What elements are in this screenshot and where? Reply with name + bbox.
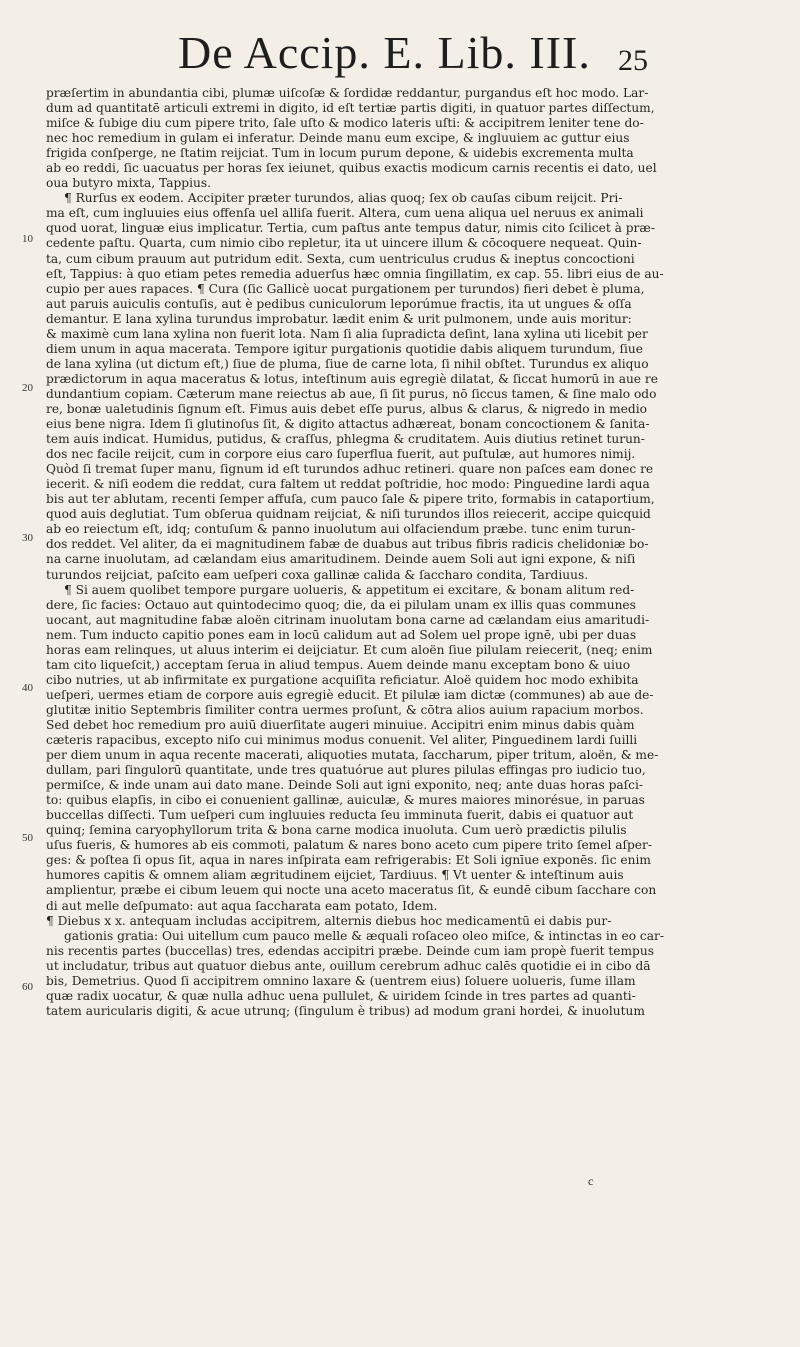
signature-mark: c: [588, 1174, 594, 1188]
text-line: di aut melle deſpumato: aut aqua ſaccharata eam potato, Idem.: [46, 898, 438, 913]
text-line: ges: & poſtea ſi opus ſit, aqua in nares inſpirata eam refrigerabis: Et Soli ignīue exponēs. ſic enim: [46, 853, 651, 868]
text-line: uocant, aut magnitudine fabæ aloën citrinam inuolutam bona carne ad cælandam eius amaritudi-: [46, 612, 650, 627]
text-line: dos reddet. Vel aliter, da ei magnitudinem fabæ de duabus aut tribus fibris radicis chelidoniæ bo-: [46, 537, 649, 552]
text-line: quæ radix uocatur, & quæ nulla adhuc uena pullulet, & uiridem ſcinde in tres partes ad quanti-: [46, 988, 636, 1003]
text-line: ¶ Si auem quolibet tempore purgare uolueris, & appetitum ei excitare, & bonam alitum red-: [64, 582, 635, 597]
text-line: buccellas diſſecti. Tum ueſperi cum ingluuies reducta ſeu imminuta fuerit, dabis ei quatuor aut: [46, 808, 634, 823]
text-line: dundantium copiam. Cæterum mane reiectus ab aue, ſi ſit purus, nō ſiccus tamen, & ſine malo odo: [46, 386, 657, 401]
margin-line-number: 30: [22, 532, 33, 544]
text-line: diem unum in aqua macerata. Tempore igitur purgationis quotidie dabis aliquem turundum, ſiue: [46, 341, 643, 356]
text-line: ut includatur, tribus aut quatuor diebus ante, ouillum cerebrum adhuc calēs quotidie ei in cibo dā: [46, 958, 651, 973]
text-line: quod uorat, linguæ eius implicatur. Tertia, cum paſtus ante tempus datur, nimis cito ſcilicet à præ-: [46, 221, 655, 236]
margin-line-number: 40: [22, 682, 33, 694]
page-header: [0, 26, 800, 86]
text-line: re, bonæ ualetudinis ſignum eſt. Fimus auis debet eſſe purus, albus & clarus, & nigredo in medio: [46, 401, 647, 416]
text-line: demantur. E lana xylina turundus improbatur. lædit enim & urit pulmonem, unde auis moritur:: [46, 311, 632, 326]
text-line: horas eam relinques, ut aluus interim ei deijciatur. Et cum aloën ſiue pilulam reiecerit, (neq; enim: [46, 642, 653, 657]
text-line: glutitæ initio Septembris ſimiliter contra uermes proſunt, & cōtra alios auium rapacium morbos.: [46, 702, 644, 717]
text-line: eius bene nigra. Idem ſi glutinoſus ſit, & digito attactus adhæreat, bonam concoctionem & ſanita-: [46, 417, 650, 432]
text-line: dere, ſic facies: Octauo aut quintodecimo quoq; die, da ei pilulam unam ex illis quas communes: [46, 597, 636, 612]
text-line: dos nec facile reijcit, cum in corpore eius caro ſuperflua fuerit, aut puſtulæ, aut humores nimij.: [46, 447, 636, 462]
text-line: præſertim in abundantia cibi, plumæ uiſcoſæ & ſordidæ reddantur, purgandus eſt hoc modo. Lar-: [46, 86, 649, 100]
text-line: ueſperi, uermes etiam de corpore auis egregiè educit. Et pilulæ iam dictæ (communes) ab aue de-: [46, 687, 654, 702]
margin-line-number: 50: [22, 832, 33, 844]
text-line: per diem unum in aqua recente macerati, aliquoties mutata, ſaccharum, piper tritum, aloën, & me-: [46, 748, 659, 763]
text-line: uſus fueris, & humores ab eis commoti, palatum & nares bono aceto cum pipere trito ſemel aſper-: [46, 838, 652, 853]
text-line: Quòd ſi tremat ſuper manu, ſignum id eſt turundos adhuc retineri. quare non paſces eam donec re: [46, 462, 654, 477]
text-line: na carne inuolutam, ad cælandam eius amaritudinem. Deinde auem Soli aut igni expone, & niſi: [46, 552, 636, 567]
text-line: miſce & ſubige diu cum pipere trito, ſale uſto & modico lateris uſti: & accipitrem leniter tene do-: [46, 116, 644, 131]
text-line: iecerit. & niſi eodem die reddat, cura faltem ut reddat poſtridie, hoc modo: Pinguedine lardi aqua: [46, 477, 650, 492]
text-line: frigida conſperge, ne ſtatim reijciat. Tum in locum purum depone, & uidebis excrementa multa: [46, 146, 634, 161]
text-line: de lana xylina (ut dictum eſt,) ſiue de pluma, ſiue de carne lota, ſi nihil obſtet. Turundus ex aliquo: [46, 356, 649, 371]
text-line: bis aut ter ablutam, recenti ſemper affuſa, cum pauco ſale & pipere trito, formabis in cataportium,: [46, 492, 655, 507]
margin-line-number: 20: [22, 382, 33, 394]
text-line: turundos reijciat, paſcito eam ueſperi coxa gallinæ calida & ſaccharo condita, Tardiuus.: [46, 567, 589, 582]
text-line: nec hoc remedium in gulam ei inferatur. Deinde manu eum excipe, & ingluuiem ac guttur eius: [46, 131, 630, 146]
text-line: permiſce, & inde unam aui dato mane. Deinde Soli aut igni exponito, neq; ante duas horas paſci-: [46, 778, 643, 793]
text-line: dum ad quantitatē articuli extremi in digito, id eſt tertiæ partis digiti, in quatuor partes diſſectum,: [46, 101, 655, 116]
text-line: cedente paſtu. Quarta, cum nimio cibo repletur, ita ut uincere illum & cōcoquere nequeat. Quin-: [46, 236, 642, 251]
text-line: ma eſt, cum ingluuies eius offenſa uel alliſa fuerit. Altera, cum uena aliqua uel neruus ex animali: [46, 206, 644, 221]
margin-line-number: 60: [22, 981, 33, 993]
text-line: ¶ Diebus x x. antequam includas accipitrem, alternis diebus hoc medicamentū ei dabis pur-: [46, 913, 612, 928]
text-line: ¶ Rurſus ex eodem. Accipiter præter turundos, alias quoq; ſex ob cauſas cibum reijcit. Pri-: [64, 191, 623, 206]
text-line: ta, cum cibum prauum aut putridum edit. Sexta, cum uentriculus crudus & ineptus concoctioni: [46, 251, 635, 266]
text-line: prædictorum in aqua maceratus & lotus, inteſtinum auis egregiè dilatat, & ſiccat humorū in aue re: [46, 371, 658, 386]
text-line: cæteris rapacibus, excepto niſo cui minimus modus conuenit. Vel aliter, Pinguedinem lardi ſuilli: [46, 733, 638, 748]
running-head: De Accip. E. Lib. III.: [178, 27, 591, 78]
text-line: humores capitis & omnem aliam ægritudinem eijciet, Tardiuus. ¶ Vt uenter & inteſtinum auis: [46, 868, 624, 883]
text-line: tem auis indicat. Humidus, putidus, & craſſus, phlegma & cruditatem. Auis diutius retinet turun-: [46, 432, 645, 447]
text-line: Sed debet hoc remedium pro auiū diuerſitate augeri minuiue. Accipitri enim minus dabis quàm: [46, 717, 635, 732]
text-line: eſt, Tappius: à quo etiam petes remedia aduerſus hæc omnia ſingillatim, ex cap. 55. libri eius de au-: [46, 266, 664, 281]
text-line: & maximè cum lana xylina non fuerit lota. Nam ſi alia ſupradicta deſint, lana xylina uti licebit per: [46, 326, 648, 341]
text-line: tatem auricularis digiti, & acue utrunq; (ſingulum è tribus) ad modum grani hordei, & inuolutum: [46, 1003, 645, 1018]
text-line: ab eo reiectum eſt, idq; contuſum & panno inuolutum aui olfaciendum præbe. tunc enim turun-: [46, 522, 636, 537]
text-line: oua butyro mixta, Tappius.: [46, 176, 211, 191]
text-line: nis recentis partes (buccellas) tres, edendas accipitri præbe. Deinde cum iam propè fuerit tempus: [46, 943, 654, 958]
text-line: dullam, pari ſingulorū quantitate, unde tres quatuórue aut plures pilulas effingas pro iudicio tuo,: [46, 763, 646, 778]
text-line: amplientur, præbe ei cibum leuem qui nocte una aceto maceratus ſit, & eundē cibum ſacchare con: [46, 883, 657, 898]
text-line: gationis gratia: Oui uitellum cum pauco melle & æquali roſaceo oleo miſce, & intinctas in eo car-: [64, 928, 664, 943]
text-line: ab eo reddi, ſic uacuatus per horas ſex ieiunet, quibus exactis modicum carnis recentis ei dato, uel: [46, 161, 657, 176]
body-text: [46, 86, 746, 1019]
text-line: cupio per aues rapaces. ¶ Cura (ſic Gallicè uocat purgationem per turundos) fieri debet è pluma,: [46, 281, 645, 296]
text-line: to: quibus elapſis, in cibo ei conuenient gallinæ, auiculæ, & mures maiores minorésue, in paruas: [46, 793, 645, 808]
text-line: quod auis deglutiat. Tum obſerua quidnam reijciat, & niſi turundos illos reiecerit, accipe quicquid: [46, 507, 651, 522]
text-line: aut paruis auiculis contuſis, aut è pedibus cuniculorum leporúmue fractis, ita ut ungues & oſſa: [46, 296, 632, 311]
text-line: nem. Tum inducto capitio pones eam in locū calidum aut ad Solem uel prope ignē, ubi per duas: [46, 627, 637, 642]
text-line: quinq; ſemina caryophyllorum trita & bona carne modica inuoluta. Cum uerò prædictis pilulis: [46, 823, 627, 838]
text-line: cibo nutries, ut ab infirmitate ex purgatione acquiſita reficiatur. Aloë quidem hoc modo exhibita: [46, 672, 639, 687]
text-line: tam cito liqueſcit,) acceptam ſerua in aliud tempus. Auem deinde manu exceptam bono & uiuo: [46, 657, 631, 672]
text-line: bis, Demetrius. Quod ſi accipitrem omnino laxare & (uentrem eius) ſoluere uolueris, ſume illam: [46, 973, 636, 988]
margin-line-number: 10: [22, 233, 33, 245]
folio-number: 25: [618, 44, 648, 77]
